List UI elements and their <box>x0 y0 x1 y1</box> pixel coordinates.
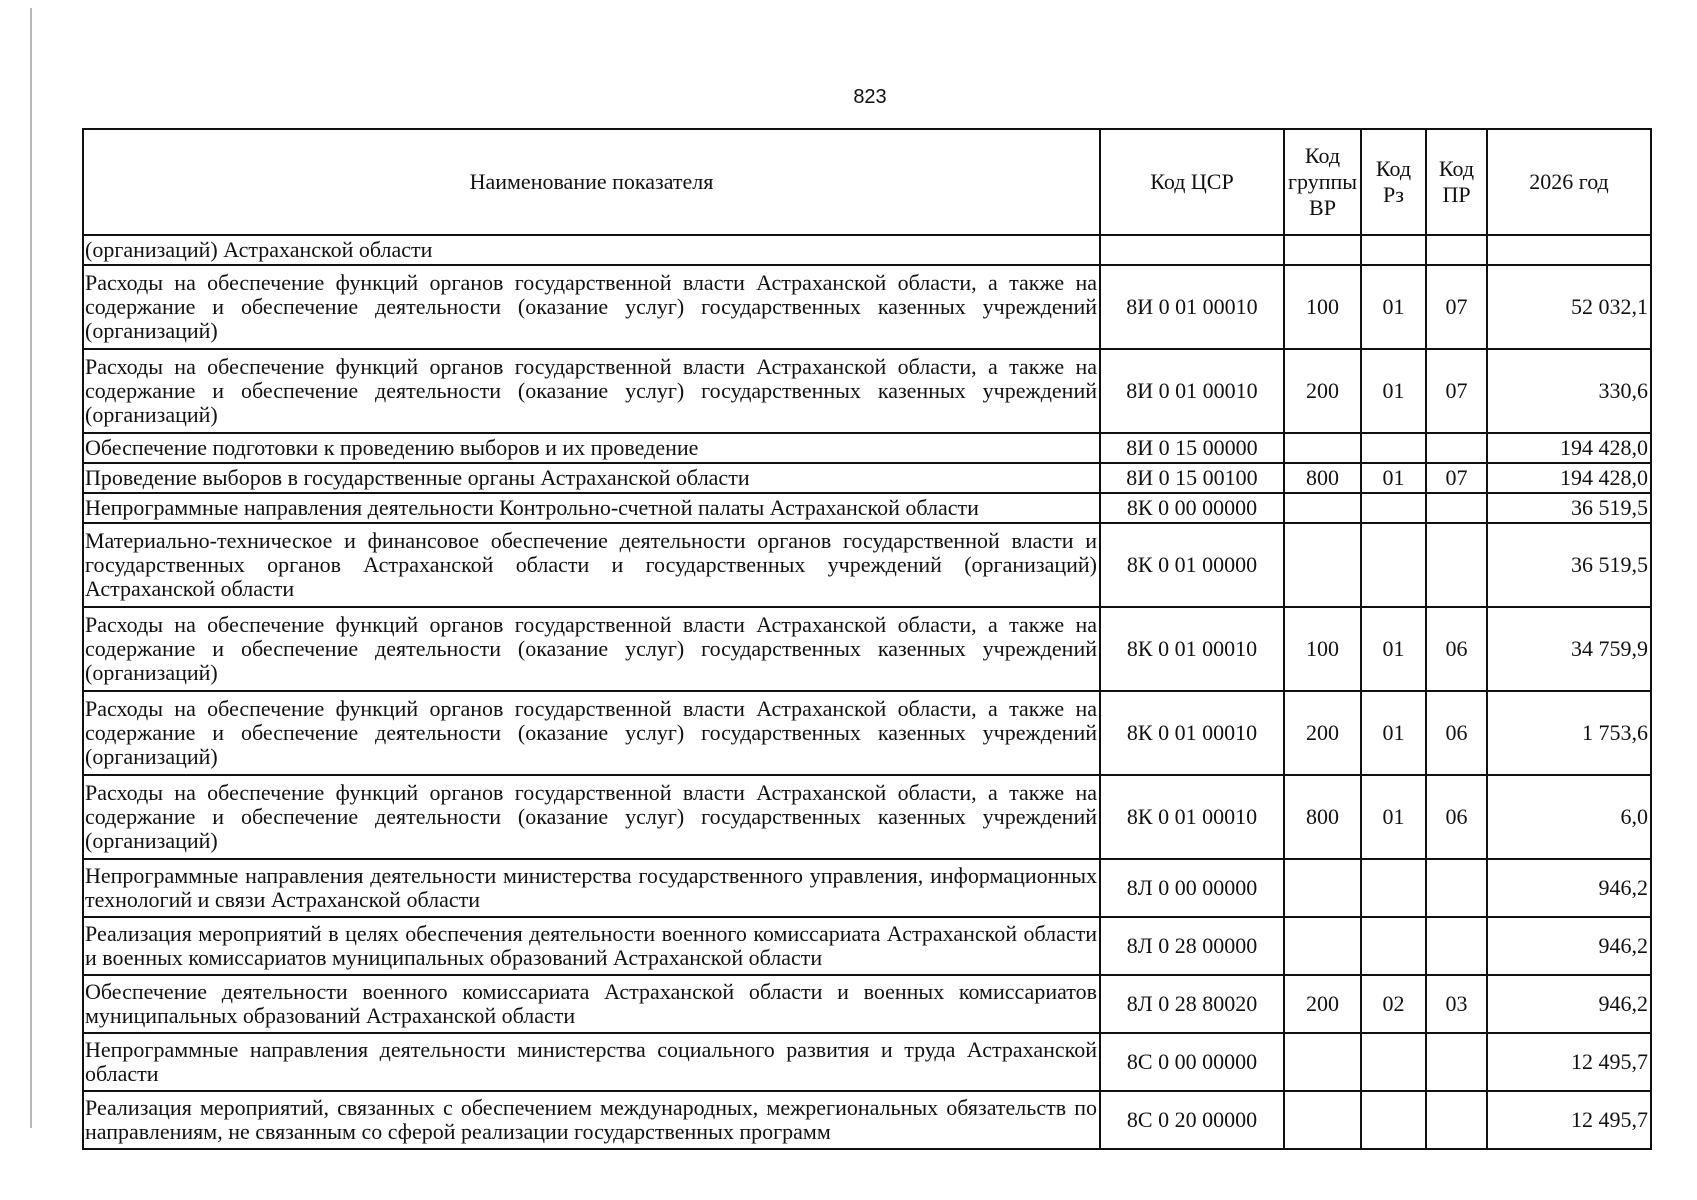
cell-amount: 1 753,6 <box>1487 691 1651 775</box>
cell-csr <box>1100 235 1284 265</box>
cell-amount: 6,0 <box>1487 775 1651 859</box>
cell-amount: 946,2 <box>1487 975 1651 1033</box>
cell-pr: 07 <box>1426 349 1487 433</box>
cell-name: Расходы на обеспечение функций органов государственной власти Астраханской области, а также на содержание и обеспечение деятельности (оказание услуг) государственных казенных учреждений (организаций) <box>83 265 1100 349</box>
cell-rz: 01 <box>1361 463 1426 493</box>
cell-rz <box>1361 433 1426 463</box>
cell-amount: 12 495,7 <box>1487 1033 1651 1091</box>
cell-name: Обеспечение деятельности военного комиссариата Астраханской области и военных комиссариатов муниципальных образований Астраханской области <box>83 975 1100 1033</box>
table-row <box>83 1091 1651 1149</box>
header-csr: Код ЦСР <box>1100 129 1284 235</box>
header-vr: Код группы ВР <box>1284 129 1361 235</box>
cell-csr: 8И 0 01 00010 <box>1100 265 1284 349</box>
cell-rz <box>1361 523 1426 607</box>
cell-vr: 800 <box>1284 775 1361 859</box>
cell-rz: 01 <box>1361 775 1426 859</box>
cell-amount: 194 428,0 <box>1487 433 1651 463</box>
cell-rz: 01 <box>1361 691 1426 775</box>
cell-name: Реализация мероприятий в целях обеспечения деятельности военного комиссариата Астраханской области и военных комиссариатов муниципальных образований Астраханской области <box>83 917 1100 975</box>
table-row <box>83 433 1651 463</box>
cell-rz <box>1361 1091 1426 1149</box>
cell-pr: 06 <box>1426 691 1487 775</box>
cell-name: Расходы на обеспечение функций органов государственной власти Астраханской области, а также на содержание и обеспечение деятельности (оказание услуг) государственных казенных учреждений (организаций) <box>83 607 1100 691</box>
header-pr: Код ПР <box>1426 129 1487 235</box>
cell-csr: 8К 0 01 00010 <box>1100 691 1284 775</box>
cell-vr <box>1284 917 1361 975</box>
table-header-row <box>83 129 1651 235</box>
table-row <box>83 691 1651 775</box>
cell-name: Непрограммные направления деятельности Контрольно-счетной палаты Астраханской области <box>83 493 1100 523</box>
header-rz: Код Рз <box>1361 129 1426 235</box>
cell-rz: 01 <box>1361 349 1426 433</box>
cell-name: Обеспечение подготовки к проведению выборов и их проведение <box>83 433 1100 463</box>
page-margin-line <box>30 8 32 1128</box>
cell-rz: 01 <box>1361 265 1426 349</box>
cell-vr <box>1284 235 1361 265</box>
cell-amount: 36 519,5 <box>1487 493 1651 523</box>
cell-pr <box>1426 493 1487 523</box>
cell-csr: 8И 0 15 00000 <box>1100 433 1284 463</box>
cell-name: Проведение выборов в государственные органы Астраханской области <box>83 463 1100 493</box>
cell-vr <box>1284 1091 1361 1149</box>
cell-amount: 330,6 <box>1487 349 1651 433</box>
cell-vr: 200 <box>1284 691 1361 775</box>
cell-csr: 8Л 0 28 80020 <box>1100 975 1284 1033</box>
cell-pr: 07 <box>1426 265 1487 349</box>
cell-amount: 946,2 <box>1487 859 1651 917</box>
table-row <box>83 775 1651 859</box>
cell-name: Реализация мероприятий, связанных с обеспечением международных, межрегиональных обязательств по направлениям, не связанным со сферой реализации государственных программ <box>83 1091 1100 1149</box>
cell-name: Материально-техническое и финансовое обеспечение деятельности органов государственной власти и государственных органов Астраханской области и государственных учреждений (организаций) Астраханской области <box>83 523 1100 607</box>
cell-vr: 100 <box>1284 607 1361 691</box>
cell-vr: 100 <box>1284 265 1361 349</box>
cell-csr: 8И 0 01 00010 <box>1100 349 1284 433</box>
table-row <box>83 463 1651 493</box>
cell-rz <box>1361 235 1426 265</box>
cell-csr: 8К 0 00 00000 <box>1100 493 1284 523</box>
cell-rz <box>1361 859 1426 917</box>
budget-table <box>82 128 1652 1150</box>
table-row <box>83 493 1651 523</box>
cell-rz <box>1361 1033 1426 1091</box>
cell-name: Непрограммные направления деятельности министерства государственного управления, информационных технологий и связи Астраханской области <box>83 859 1100 917</box>
cell-vr: 800 <box>1284 463 1361 493</box>
cell-pr <box>1426 917 1487 975</box>
cell-csr: 8К 0 01 00010 <box>1100 775 1284 859</box>
cell-amount <box>1487 235 1651 265</box>
cell-amount: 52 032,1 <box>1487 265 1651 349</box>
header-amount: 2026 год <box>1487 129 1651 235</box>
cell-name: (организаций) Астраханской области <box>83 235 1100 265</box>
cell-name: Непрограммные направления деятельности министерства социального развития и труда Астраханской области <box>83 1033 1100 1091</box>
cell-pr <box>1426 523 1487 607</box>
cell-pr <box>1426 859 1487 917</box>
cell-amount: 36 519,5 <box>1487 523 1651 607</box>
cell-rz <box>1361 493 1426 523</box>
cell-csr: 8С 0 00 00000 <box>1100 1033 1284 1091</box>
cell-pr <box>1426 1091 1487 1149</box>
cell-pr <box>1426 235 1487 265</box>
cell-pr <box>1426 1033 1487 1091</box>
cell-name: Расходы на обеспечение функций органов государственной власти Астраханской области, а также на содержание и обеспечение деятельности (оказание услуг) государственных казенных учреждений (организаций) <box>83 691 1100 775</box>
cell-amount: 946,2 <box>1487 917 1651 975</box>
cell-csr: 8Л 0 00 00000 <box>1100 859 1284 917</box>
table-row <box>83 607 1651 691</box>
cell-name: Расходы на обеспечение функций органов государственной власти Астраханской области, а также на содержание и обеспечение деятельности (оказание услуг) государственных казенных учреждений (организаций) <box>83 775 1100 859</box>
cell-vr <box>1284 1033 1361 1091</box>
table-row <box>83 523 1651 607</box>
cell-csr: 8С 0 20 00000 <box>1100 1091 1284 1149</box>
cell-vr <box>1284 859 1361 917</box>
table-row <box>83 349 1651 433</box>
page-number: 823 <box>853 86 887 108</box>
cell-csr: 8К 0 01 00000 <box>1100 523 1284 607</box>
cell-pr: 06 <box>1426 607 1487 691</box>
table-row <box>83 1033 1651 1091</box>
cell-vr <box>1284 493 1361 523</box>
table-row <box>83 265 1651 349</box>
cell-pr: 07 <box>1426 463 1487 493</box>
cell-pr: 06 <box>1426 775 1487 859</box>
header-name: Наименование показателя <box>83 129 1100 235</box>
table-row <box>83 235 1651 265</box>
table-row <box>83 917 1651 975</box>
cell-amount: 34 759,9 <box>1487 607 1651 691</box>
cell-rz: 01 <box>1361 607 1426 691</box>
cell-vr: 200 <box>1284 975 1361 1033</box>
cell-pr <box>1426 433 1487 463</box>
cell-csr: 8И 0 15 00100 <box>1100 463 1284 493</box>
cell-vr: 200 <box>1284 349 1361 433</box>
cell-pr: 03 <box>1426 975 1487 1033</box>
cell-rz: 02 <box>1361 975 1426 1033</box>
cell-amount: 194 428,0 <box>1487 463 1651 493</box>
cell-rz <box>1361 917 1426 975</box>
cell-vr <box>1284 433 1361 463</box>
cell-csr: 8К 0 01 00010 <box>1100 607 1284 691</box>
table-row <box>83 975 1651 1033</box>
cell-vr <box>1284 523 1361 607</box>
cell-csr: 8Л 0 28 00000 <box>1100 917 1284 975</box>
table-row <box>83 859 1651 917</box>
cell-amount: 12 495,7 <box>1487 1091 1651 1149</box>
cell-name: Расходы на обеспечение функций органов государственной власти Астраханской области, а также на содержание и обеспечение деятельности (оказание услуг) государственных казенных учреждений (организаций) <box>83 349 1100 433</box>
